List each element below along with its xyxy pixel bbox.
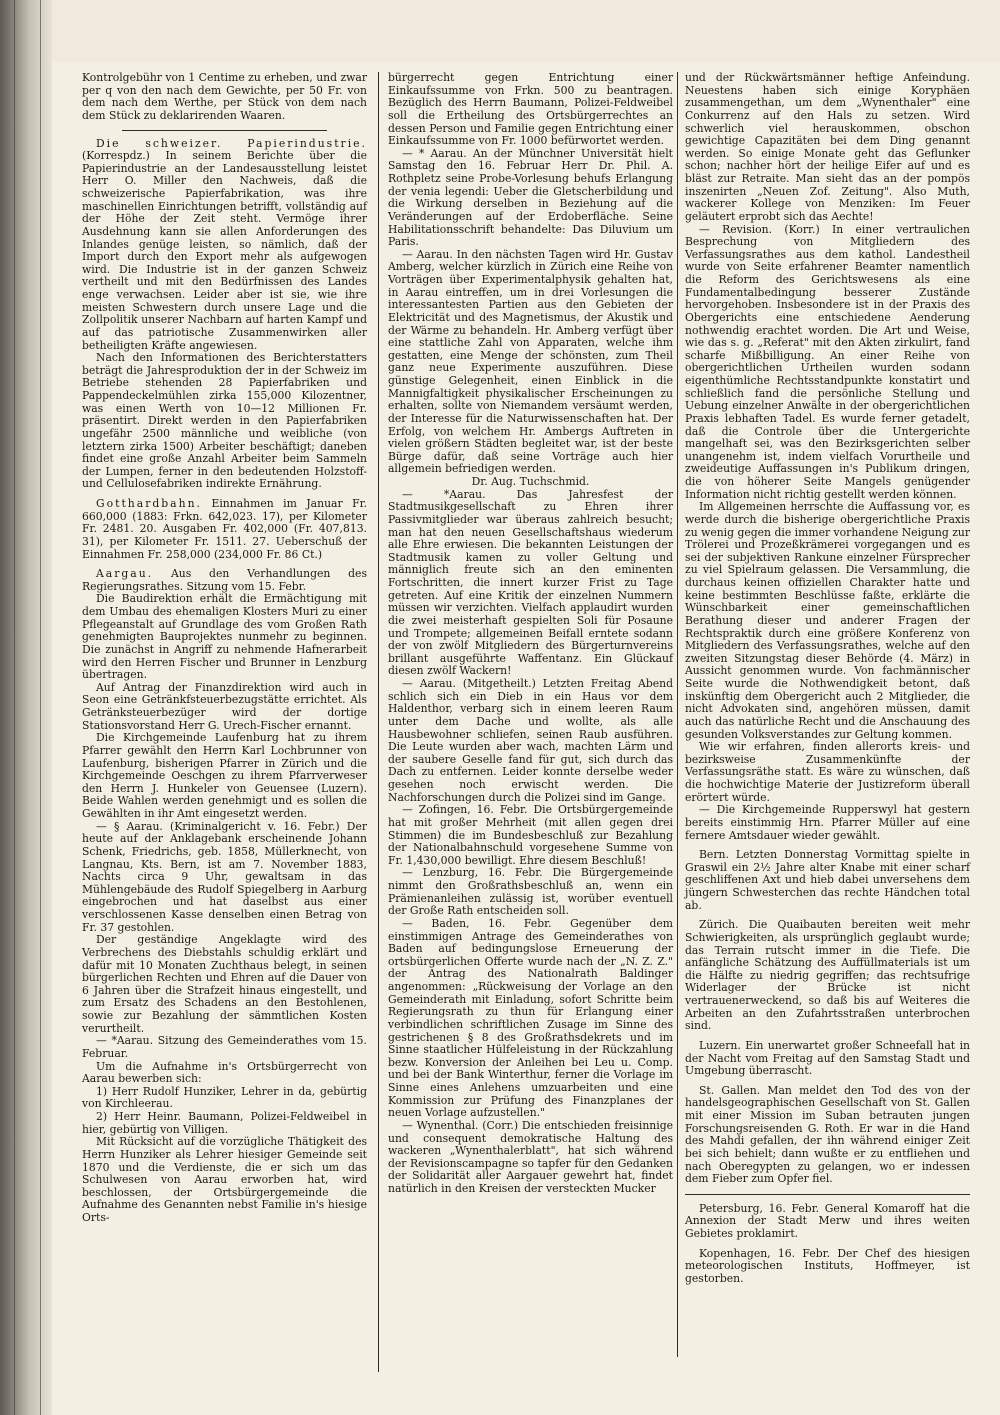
paragraph: und der Rückwärtsmänner heftige Anfeindung. Neuestens haben sich einige Koryphäen zusammengethan, um dem „Wynenthaler" eine Conkurrenz auf den Hals zu setzen. Wird schwerlich viel herauskommen, obschon gewichtige Capazitäten bei dem Ding genannt werden. So einige Monate geht das Geflunker schon; nachher hört der heilige Eifer auf und es bläst zur Retraite. Man sieht das an der pompös inszenirten „Neuen Zof. Zeitung". Also Muth, wackerer Kollege von Menziken: Im Feuer geläutert erprobt sich das Aechte! [685,71,970,223]
paragraph: Die Baudirektion erhält die Ermächtigung mit dem Umbau des ehemaligen Klosters Muri zu einer Pflegeanstalt auf Grundlage des vom Großen Rath genehmigten Bauprojektes nunmehr zu beginnen. Die zunächst in Angriff zu nehmende Hafnerarbeit wird den Herren Fischer und Brunner in Lenzburg übertragen. [82,592,367,682]
column-right [685,72,970,1286]
paragraph: Mit Rücksicht auf die vorzügliche Thätigkeit des Herrn Hunziker als Lehrer hiesiger Gemeinde seit 1870 und die Verdienste, die er sich um das Schulwesen von Aarau erworben hat, wird beschlossen, der Ortsbürgergemeinde die Aufnahme des Genannten nebst Familie in's hiesige Orts- [82,1135,367,1224]
paragraph: bürgerrecht gegen Entrichtung einer Einkaufssumme von Frkn. 500 zu beantragen. Bezüglich des Herrn Baumann, Polizei-Feldweibel soll die Ertheilung des Ortsbürgerrechtes an dessen Person und Familie gegen Entrichtung einer Einkaufssumme von Fr. 1000 befürwortet werden. [388,71,673,148]
paragraph: — *Aarau. Das Jahresfest der Stadtmusikgesellschaft zu Ehren ihrer Passivmitglieder war überaus zahlreich besucht; man hat den neuen Gesellschaftshaus wiederum alle Ehre erwiesen. Die bekannten Leistungen der Stadtmusik kamen zu voller Geltung und männiglich freute sich an den eminenten Fortschritten, die innert kurzer Frist zu Tage getreten. Auf eine Kritik der einzelnen Nummern müssen wir verzichten. Vielfach applaudirt wurden die zwei meisterhaft gespielten Soli für Posaune und Trompete; allgemeinen Beifall erntete sodann der von zwölf Mitgliedern des Bürgerturnvereins brillant ausgeführte Waffentanz. Ein Glückauf diesen zwölf Wackern! [388,487,673,678]
paragraph: Petersburg, 16. Febr. General Komaroff hat die Annexion der Stadt Merw und ihres weiten Gebietes proklamirt. [685,1201,970,1240]
paragraph: Wie wir erfahren, finden allerorts kreis- und bezirksweise Zusammenkünfte der Verfassungsräthe statt. Es wäre zu wünschen, daß die hochwichtige Materie der Justizreform überall erörtert würde. [685,740,970,804]
paragraph: Die Kirchgemeinde Laufenburg hat zu ihrem Pfarrer gewählt den Herrn Karl Lochbrunner von Laufenburg, bisherigen Pfarrer in Zürich und die Kirchgemeinde Oeschgen zu ihrem Pfarrverweser den Herrn J. Hunkeler von Geuensee (Luzern). Beide Wahlen werden genehmigt und es sollen die Gewählten in ihr Amt eingesetzt werden. [82,731,367,820]
paragraph: — Lenzburg, 16. Febr. Die Bürgergemeinde nimmt den Großrathsbeschluß an, wenn ein Prämienanleihen zulässig ist, worüber eventuell der Große Rath entscheiden soll. [388,866,673,918]
paragraph: Auf Antrag der Finanzdirektion wird auch in Seon eine Getränkfsteuerbezugstätte errichtet. Als Getränksteuerbezüger wird der dortige Stationsvorstand Herr G. Urech-Fischer ernannt. [82,680,367,732]
divider [685,1194,970,1195]
paragraph: — * Aarau. An der Münchner Universität hielt Samstag den 16. Februar Herr Dr. Phil. A. Rothpletz seine Probe-Vorlesung behufs Erlangung der venia legendi: Ueber die Gletscherbildung und die Wirkung derselben in Beziehung auf die Veränderungen auf der Erdoberfläche. Seine Habilitationsschrift behandelte: Das Diluvium um Paris. [388,146,673,249]
paragraph: Der geständige Angeklagte wird des Verbrechens des Diebstahls schuldig erklärt und dafür mit 10 Monaten Zuchthaus belegt, in seinen bürgerlichen Rechten und Ehren auf die Dauer von 6 Jahren über die Strafzeit hinaus eingestellt, und zum Ersatz des Schadens an den Bestohlenen, sowie zur Bezahlung der sämmtlichen Kosten verurtheilt. [82,933,367,1035]
column-left [82,72,367,1225]
article-text: Einnahmen im Januar Fr. 660,000 (1883: Frkn. 642,023. 17), per Kilometer Fr. 2481. 20. Ausgaben Fr. 402,000 (Fr. 407,813. 31), per Kilometer Fr. 1511. 27. Ueberschuß der Einnahmen Fr. 258,000 (234,000 Fr. 86 Ct.) [82,497,368,561]
paragraph: — Zofingen, 16. Febr. Die Ortsbürgergemeinde hat mit großer Mehrheit (mit allen gegen drei Stimmen) die im Bundesbeschluß zur Bezahlung der Nationalbahnschuld vorgesehene Summe von Fr. 1,430,000 bewilligt. Ehre diesem Beschluß! [388,803,673,867]
paragraph: 1) Herr Rudolf Hunziker, Lehrer in da, gebürtig von Kirchleerau. [82,1084,367,1111]
article-papierindustrie [82,138,367,353]
paragraph: Bern. Letzten Donnerstag Vormittag spielte in Graswil ein 2½ Jahre alter Knabe mit einer scharf geschliffenen Axt und hieb dabei unversehens dem jüngern Schwesterchen das rechte Händchen total ab. [685,848,970,912]
paragraph: — Wynenthal. (Corr.) Die entschieden freisinnige und consequent demokratische Haltung des wackeren „Wynenthalerblatt", hat sich während der Revisionscampagne so tapfer für den Gedanken der Solidarität aller Aargauer gewehrt hat, findet natürlich in den Kreisen der versteckten Mucker [388,1118,673,1195]
paragraph: Kontrolgebühr von 1 Centime zu erheben, und zwar per q von den nach dem Gewichte, per 50 Fr. von dem nach dem Werthe, per Stück von dem nach dem Stück zu deklarirenden Waaren. [82,71,368,122]
divider [122,130,327,131]
paragraph: Zürich. Die Quaibauten bereiten weit mehr Schwierigkeiten, als ursprünglich geglaubt wurde; das Terrain rutscht immer in die Tiefe. Die anfängliche Schätzung des Auffüllmaterials ist um die Hälfte zu niedrig gegriffen; das rechtsufrige Widerlager der Brücke ist nicht vertrauenerweckend, so daß bis auf Weiteres die Arbeiten an den Zufahrtsstraßen unterbrochen sind. [685,918,970,1033]
column-rule [378,72,379,1372]
page-binding-edge [0,0,52,1415]
article-text: (Korrespdz.) In seinem Berichte über die Papierindustrie an der Landesausstellung leistet Herr O. Miller den Nachweis, daß die schweizerische Papierfabrikation, was ihre maschinellen Einrichtungen betrifft, vollständig auf der Höhe der Zeit steht. Vermöge ihrer Ausdehnung kann sie allen Anforderungen des Inlandes genüge leisten, so nämlich, daß der Import durch den Export mehr als aufgewogen wird. Die Industrie ist in der ganzen Schweiz vertheilt und mit den Bedürfnissen des Landes enge verwachsen. Leider aber ist sie, wie ihre meisten Schwestern durch unsere Lage und die Zollpolitik unserer Nachbarn auf harten Kampf und auf das patriotische Zusammenwirken aller betheiligten Kräfte angewiesen. [82,149,367,352]
paragraph: — *Aarau. Sitzung des Gemeinderathes vom 15. Februar. [82,1034,367,1060]
article-heading: Die schweizer. Papierindustrie. [96,136,367,150]
paragraph: Kopenhagen, 16. Febr. Der Chef des hiesigen meteorologischen Instituts, Hoffmeyer, ist gestorben. [685,1246,970,1285]
paragraph: Nach den Informationen des Berichterstatters beträgt die Jahresproduktion der in der Schweiz im Betriebe stehenden 28 Papierfabriken und Pappendeckelmühlen zirka 155,000 Kilozentner, was einen Werth von 10—12 Millionen Fr. präsentirt. Direkt werden in den Papierfabriken ungefähr 2500 männliche und weibliche (von letztern zirka 1500) Arbeiter beschäftigt; daneben findet eine große Anzahl Arbeiter beim Sammeln der Lumpen, ferner in den bedeutenden Holzstoff- und Cellulosefabriken indirekte Ernährung. [82,351,367,491]
top-margin [52,0,1000,62]
paragraph: 2) Herr Heinr. Baumann, Polizei-Feldweibel in hier, gebürtig von Villigen. [82,1110,367,1136]
paragraph: Im Allgemeinen herrschte die Auffassung vor, es werde durch die bisherige obergerichtliche Praxis zu wenig gegen die immer vorhandene Neigung zur Trölerei und Prozeßkrämerei vorgegangen und es sei der subjektiven Rankune einzelner Fürsprecher zu viel Spielraum gelassen. Die Versammlung, die durchaus keinen offiziellen Charakter hatte und keine bestimmten Beschlüsse faßte, erklärte die Wünschbarkeit einer gemeinschaftlichen Berathung dieser und anderer Fragen der Rechtspraktik durch eine größere Konferenz von Mitgliedern des Verfassungsrathes, welche auf den zweiten Sitzungstag dieser Behörde (4. März) in Aussicht genommen wurde. Von fachmännischer Seite wurde die Nothwendigkeit betont, daß inskünftig dem Obergericht auch 2 Mitglieder, die nicht Advokaten sind, angehören müssen, damit auch das natürliche Recht und die Anschauung des gesunden Volksverstandes zur Geltung kommen. [685,500,970,741]
paragraph: — Aarau. (Mitgetheilt.) Letzten Freitag Abend schlich sich ein Dieb in ein Haus vor dem Haldenthor, verbarg sich in einem leeren Raum unter dem Dache und wollte, als alle Hausbewohner schliefen, seinen Raub ausführen. Die Leute wurden aber wach, machten Lärm und der saubere Geselle fand für gut, sich durch das Dach zu entfernen. Leider konnte derselbe weder gesehen noch erwischt werden. Die Nachforschungen durch die Polizei sind im Gange. [388,677,673,804]
article-heading: Aargau. [96,567,154,581]
article-aargau [82,568,367,593]
paragraph: — Baden, 16. Febr. Gegenüber dem einstimmigen Antrage des Gemeinderathes von Baden auf bedingungslose Erneuerung der ortsbürgerlichen Offerte wurde nach der „N. Z. Z." der Antrag des Nationalrath Baldinger angenommen: „Rückweisung der Vorlage an den Gemeinderath mit Einladung, sofort Schritte beim Regierungsrath zu thun für Erlangung einer verbindlichen schriftlichen Zusage im Sinne des gestrichenen § 8 des Großrathsdekrets und im Sinne staatlicher Hülfeleistung in der Rückzahlung bezw. Konversion der Anleihen bei Leu u. Comp. und bei der Bank Winterthur, ferner die Vorlage im Sinne eines Anlehens umzuarbeiten und eine Kommission zur Prüfung des Finanzplanes der neuen Vorlage aufzustellen." [388,916,673,1120]
column-middle [388,72,673,1196]
paragraph: St. Gallen. Man meldet den Tod des von der handelsgeographischen Gesellschaft von St. Gallen mit einer Mission im Suban betrauten jungen Forschungsreisenden G. Roth. Er war in die Hand des Mahdi gefallen, der ihn während einiger Zeit bei sich behielt; dann wußte er zu entfliehen und nach Oberegypten zu gelangen, wo er indessen dem Fieber zum Opfer fiel. [685,1083,970,1186]
paragraph: Um die Aufnahme in's Ortsbürgerrecht von Aarau bewerben sich: [82,1059,367,1086]
paragraph: — Aarau. In den nächsten Tagen wird Hr. Gustav Amberg, welcher kürzlich in Zürich eine Reihe von Vorträgen über Experimentalphysik gehalten hat, in Aarau eintreffen, um in drei Vorlesungen die interessantesten Partien aus den Gebieten der Elektricität und des Magnetismus, der Akustik und der Wärme zu behandeln. Hr. Amberg verfügt über eine stattliche Zahl von Apparaten, welche ihm gestatten, eine Menge der schönsten, zum Theil ganz neue Experimente auszuführen. Diese günstige Gelegenheit, einen Einblick in die Mannigfaltigkeit physikalischer Erscheinungen zu erhalten, sollte von Niemandem versäumt werden, der Interesse für die Naturwissenschaften hat. Der Erfolg, von welchem Hr. Ambergs Auftreten in vielen größern Städten begleitet war, ist der beste Bürge dafür, daß seine Vorträge auch hier allgemein befriedigen werden. [388,247,673,476]
article-gotthardbahn [82,498,367,561]
paragraph: — § Aarau. (Kriminalgericht v. 16. Febr.) Der heute auf der Anklagebank erscheinende Johann Schenk, Friedrichs, geb. 1858, Müllerknecht, von Langnau, Kts. Bern, ist am 7. November 1883, Nachts circa 9 Uhr, gewaltsam in das Mühlengebäude des Rudolf Spiegelberg in Aarburg eingebrochen und hat daselbst aus einer verschlossenen Kasse denselben einen Betrag von Fr. 37 gestohlen. [82,819,367,934]
article-text: Aus den Verhandlungen des Regierungsrathes. Sitzung vom 15. Febr. [82,567,367,593]
paragraph: — Die Kirchgemeinde Rupperswyl hat gestern bereits einstimmig Hrn. Pfarrer Müller auf eine fernere Amtsdauer wieder gewählt. [685,803,970,842]
signature: Dr. Aug. Tuchschmid. [471,475,590,488]
article-heading: Gotthardbahn. [96,497,202,510]
column-rule [677,72,678,1357]
paragraph: Luzern. Ein unerwartet großer Schneefall hat in der Nacht vom Freitag auf den Samstag Stadt und Umgebung überrascht. [685,1038,970,1078]
paragraph: — Revision. (Korr.) In einer vertraulichen Besprechung von Mitgliedern des Verfassungsrathes aus dem kathol. Landestheil wurde von Seite erfahrener Beamter namentlich die Reform des Gerichtswesens als eine Fundamentalbedingung besserer Zustände hervorgehoben. Insbesondere ist in der Praxis des Obergerichts eine entschiedene Aenderung nothwendig erachtet worden. Die Art und Weise, wie das s. g. „Referat" mit den Akten zirkulirt, fand scharfe Mißbilligung. An einer Reihe von obergerichtlichen Urtheilen wurden sodann eigenthümliche Rechtsstandpunkte konstatirt und schließlich fand die persönliche Stellung und Uebung einzelner Anwälte in der obergerichtlichen Praxis lebhaften Tadel. Es wurde ferner getadelt, daß die Controle über die Untergerichte mangelhaft sei, was den Bezirksgerichten selber unangenehm ist, indem vielfach Vorurtheile und zweideutige Auffassungen in's Publikum dringen, die von höherer Seite Mangels genügender Information nicht richtig gestellt werden können. [685,222,970,501]
